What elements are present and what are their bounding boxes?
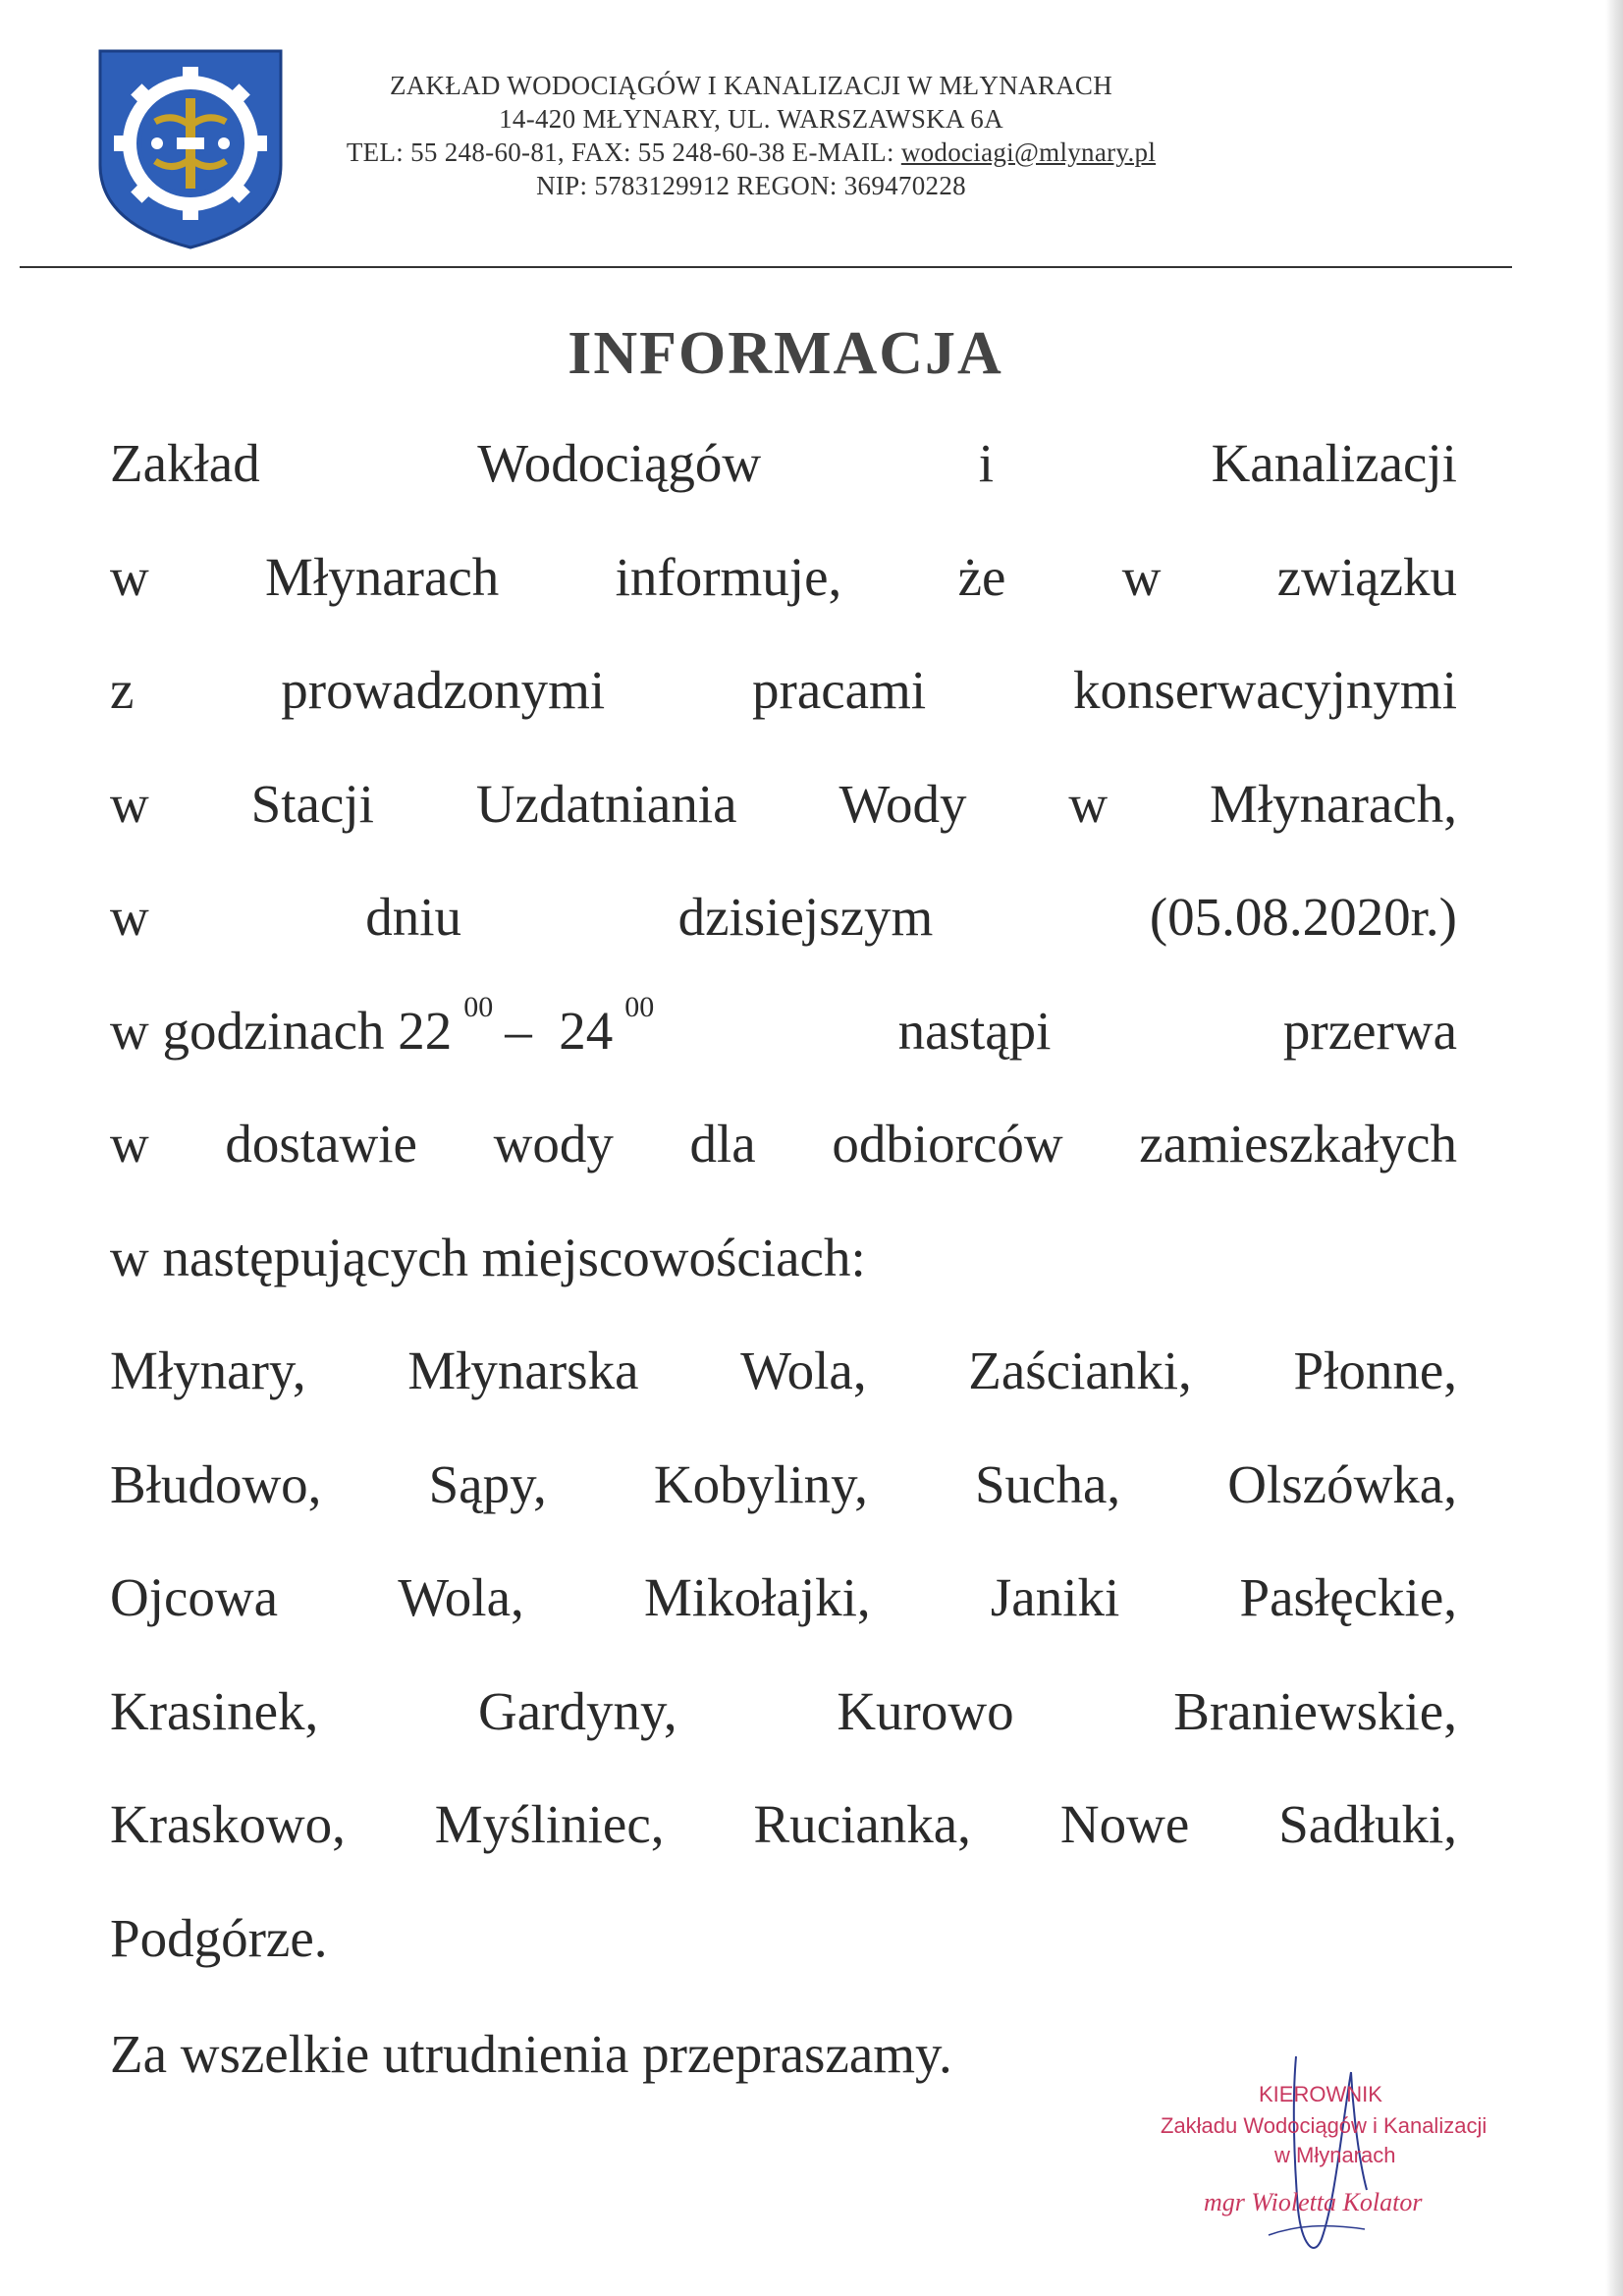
word: Kobyliny, [653,1454,868,1514]
stamp-place: w Młynarach [1274,2143,1396,2167]
word: Kraskowo, [110,1794,346,1854]
word: w [1068,774,1109,834]
word: Sąpy, [428,1454,547,1514]
company-ids: NIP: 5783129912 REGON: 369470228 [536,171,966,200]
word: Rucianka, [753,1794,971,1854]
time-word-1: nastąpi [897,1001,1052,1061]
stamp-name: mgr Wioletta Kolator [1204,2188,1423,2216]
word: Stacji [250,774,374,834]
word: Myśliniec, [434,1794,665,1854]
body-line-7 [110,1113,1457,1181]
word: Janiki [990,1567,1120,1627]
stamp-organization: Zakładu Wodociągów i Kanalizacji [1161,2113,1488,2138]
word: Młynary, [110,1340,306,1400]
body-line-3 [110,659,1457,728]
word: dniu [365,887,462,947]
word: w [110,547,149,607]
contact-phone-fax: TEL: 55 248-60-81, FAX: 55 248-60-38 E-MAIL: [346,137,901,167]
word: Młynarach, [1210,774,1457,834]
word: w [1121,547,1162,607]
locality-line-4 [110,1680,1457,1749]
locality-line-5 [110,1793,1457,1862]
word: Młynarach [265,547,500,607]
locality-line-2 [110,1453,1457,1522]
localities-intro: w następujących miejscowościach: [110,1228,866,1287]
word: w [110,887,149,947]
word: Uzdatniania [475,774,737,834]
word: prowadzonymi [281,660,606,720]
word: pracami [752,660,927,720]
company-address: 14-420 MŁYNARY, UL. WARSZAWSKA 6A [499,104,1003,134]
locality-line-6 [110,1907,1457,1976]
word: i [978,433,994,493]
word: Ojcowa [110,1567,279,1627]
time-word-2: przerwa [1282,1001,1457,1061]
word: Pasłęckie, [1239,1567,1457,1627]
word: konserwacyjnymi [1072,660,1457,720]
word: zamieszkałych [1139,1114,1457,1174]
email-link[interactable]: wodociagi@mlynary.pl [900,137,1157,167]
word: Wodociągów [477,433,762,493]
word: Płonne, [1293,1340,1457,1400]
word: wody [493,1114,614,1174]
body-line-2 [110,546,1457,615]
word: Kurowo [837,1681,1014,1741]
word: Krasinek, [110,1681,319,1741]
word: Wody [839,774,967,834]
locality-line-1 [110,1339,1457,1408]
word: Zakład [110,433,260,493]
letterhead [324,69,1178,202]
word: Sucha, [974,1454,1121,1514]
body-line-4 [110,773,1457,842]
apology-text: Za wszelkie utrudnienia przepraszamy. [110,2024,952,2084]
body-line-5 [110,886,1457,955]
word: Kanalizacji [1211,433,1457,493]
word: odbiorców [832,1114,1063,1174]
coat-of-arms-logo [96,47,285,251]
word: że [957,547,1006,607]
word: (05.08.2020r.) [1149,887,1457,947]
word: Wola, [398,1567,524,1627]
word: Młynarska [407,1340,639,1400]
locality-line-3 [110,1566,1457,1635]
document-title: INFORMACJA [568,320,1003,387]
company-name: ZAKŁAD WODOCIĄGÓW I KANALIZACJI W MŁYNARACH [389,71,1113,100]
word: z [110,660,135,720]
word: Zaścianki, [968,1340,1192,1400]
header-divider [20,266,1512,268]
word: Olszówka, [1227,1454,1457,1514]
word: Nowe [1059,1794,1190,1854]
word: związku [1276,547,1457,607]
word: Gardyny, [478,1681,677,1741]
word: dla [689,1114,756,1174]
word: Braniewskie, [1173,1681,1457,1741]
scan-edge-shadow [1605,0,1623,2296]
word: informuje, [615,547,842,607]
body-line-8 [110,1227,1457,1295]
signature-stamp [1149,2043,1522,2269]
word: dostawie [225,1114,417,1174]
word: Mikołajki, [643,1567,871,1627]
word: dzisiejszym [677,887,934,947]
company-contact [324,136,1178,169]
word: w [110,1114,149,1174]
word: Wola, [740,1340,867,1400]
body-line-1 [110,432,1457,501]
last-locality: Podgórze. [110,1908,328,1968]
word: Sadłuki, [1278,1794,1457,1854]
stamp-role: KIEROWNIK [1259,2082,1382,2106]
word: Błudowo, [110,1454,322,1514]
word: w [110,774,149,834]
time-prefix: w godzinach 22 $^{00}$ – 24 $^{00}$ [110,990,655,1061]
body-line-6-time [110,990,1457,1068]
